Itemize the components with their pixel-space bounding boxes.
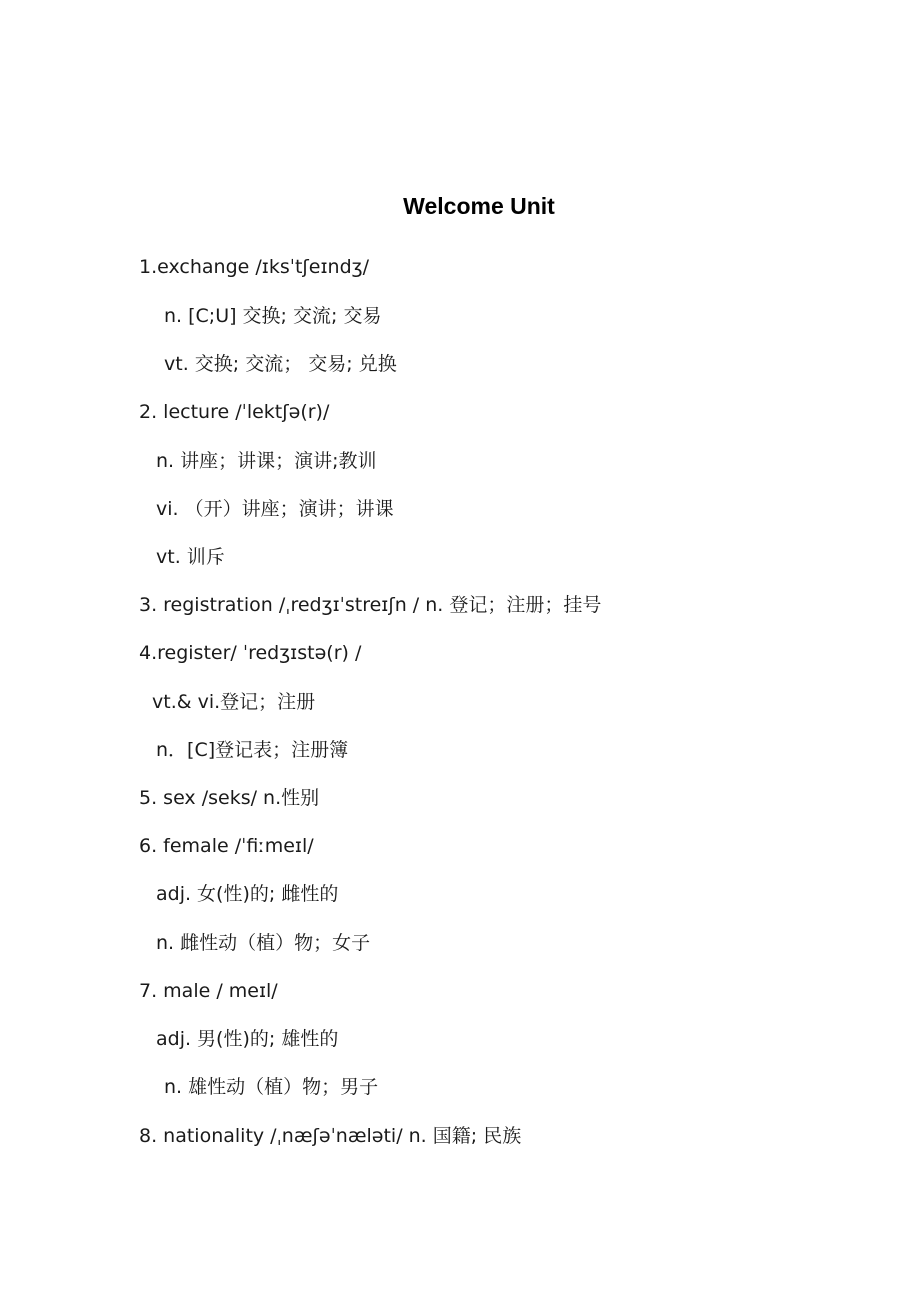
entry-lecture-headword: 2. lecture /ˈlektʃə(r)/ — [139, 401, 330, 423]
entry-exchange-verb-definition: vt. 交换; 交流； 交易; 兑换 — [164, 353, 397, 375]
entry-female-noun-definition: n. 雌性动（植）物；女子 — [156, 932, 371, 954]
entry-register-noun-definition: n．[C]登记表；注册簿 — [156, 739, 349, 761]
entry-exchange-noun-definition: n. [C;U] 交换; 交流; 交易 — [164, 305, 382, 327]
entry-lecture-vi-definition: vi. （开）讲座；演讲；讲课 — [156, 498, 394, 520]
entry-register-verb-definition: vt.& vi.登记；注册 — [152, 691, 316, 713]
entry-registration: 3. registration /ˌredʒɪˈstreɪʃn / n. 登记；注册；挂号 — [139, 594, 602, 616]
entry-exchange-headword: 1.exchange /ɪksˈtʃeɪndʒ/ — [139, 256, 370, 278]
page-title: Welcome Unit — [403, 193, 555, 219]
entry-sex: 5. sex /seks/ n.性别 — [139, 787, 320, 809]
entry-nationality: 8. nationality /ˌnæʃəˈnæləti/ n. 国籍; 民族 — [139, 1125, 522, 1147]
entry-female-headword: 6. female /ˈfiːmeɪl/ — [139, 835, 314, 857]
entry-male-adj-definition: adj. 男(性)的; 雄性的 — [156, 1028, 339, 1050]
entry-register-headword: 4.register/ ˈredʒɪstə(r) / — [139, 642, 362, 664]
entry-male-noun-definition: n. 雄性动（植）物；男子 — [164, 1076, 379, 1098]
entry-female-adj-definition: adj. 女(性)的; 雌性的 — [156, 883, 339, 905]
entry-lecture-noun-definition: n. 讲座；讲课；演讲;教训 — [156, 450, 377, 472]
entry-lecture-vt-definition: vt. 训斥 — [156, 546, 225, 568]
entry-male-headword: 7. male / meɪl/ — [139, 980, 278, 1002]
